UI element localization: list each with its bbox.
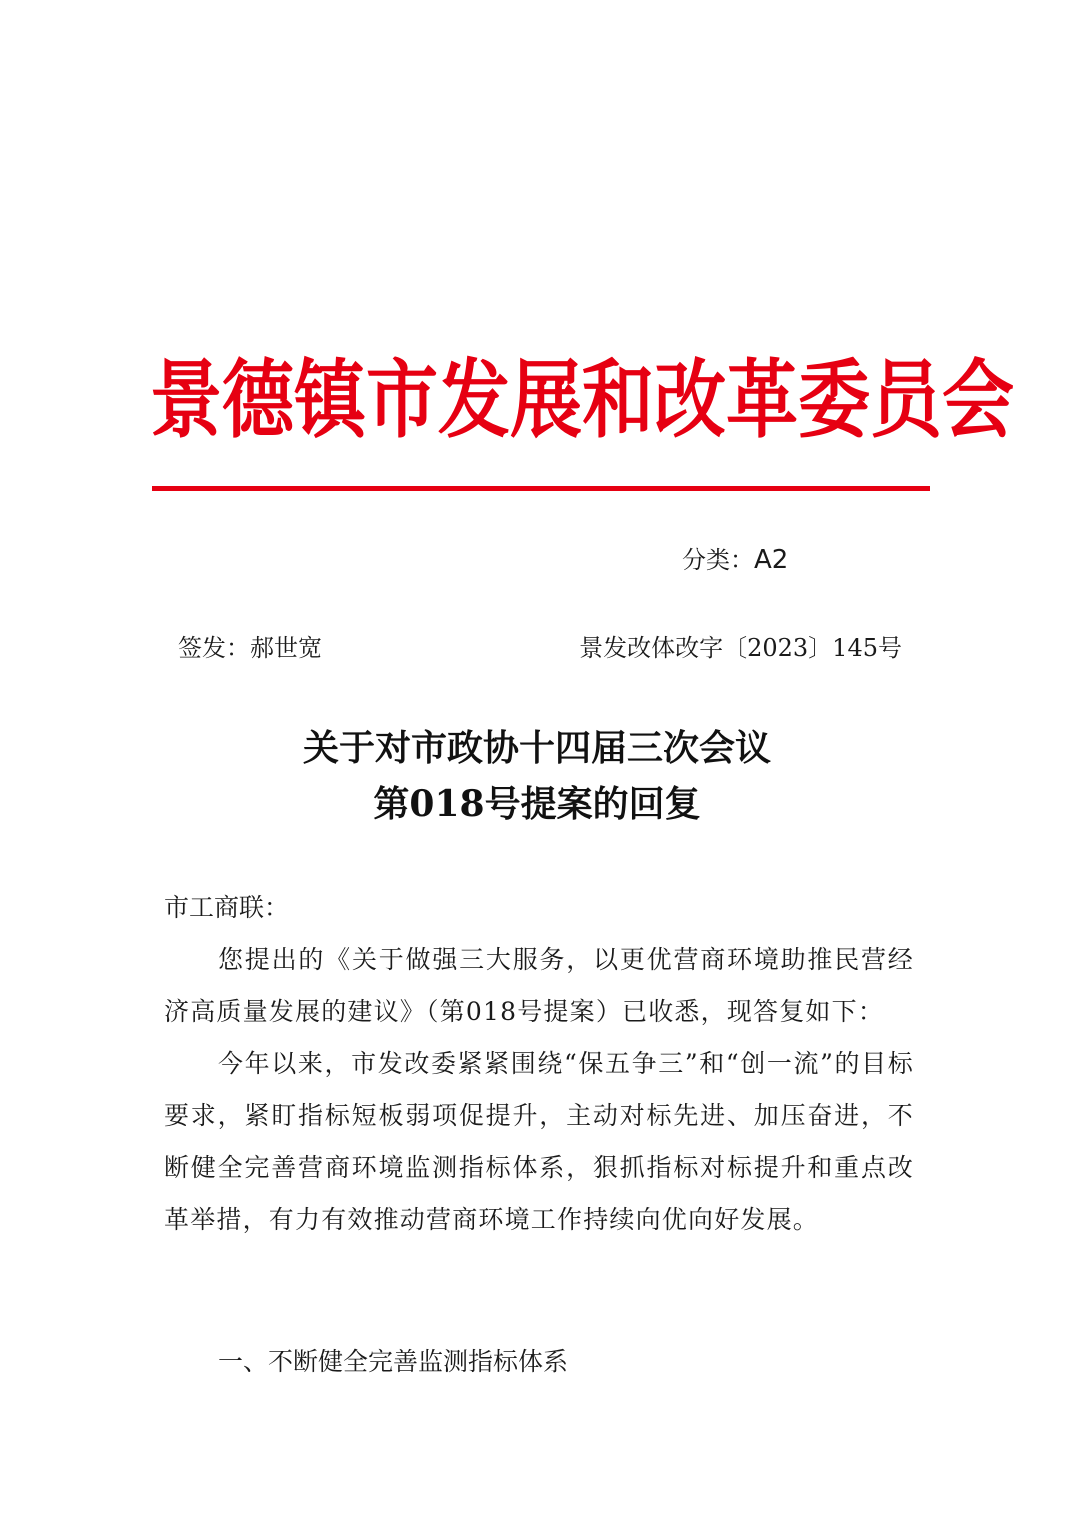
body-paragraph-1: 您提出的《关于做强三大服务，以更优营商环境助推民营经济高质量发展的建议》（第018号提案）已收悉，现答复如下： <box>164 945 914 1026</box>
classification-value: A2 <box>754 545 789 575</box>
classification-label: 分类： <box>682 546 754 574</box>
document-title <box>150 720 924 832</box>
title-line-1: 关于对市政协十四届三次会议 <box>302 727 771 769</box>
masthead-org-name: 景德镇市发展和改革委员会 <box>150 350 1015 450</box>
body-paragraph-2: 今年以来，市发改委紧紧围绕“保五争三”和“创一流”的目标要求，紧盯指标短板弱项促提升，主动对标先进、加压奋进，不断健全完善营商环境监测指标体系，狠抓指标对标提升和重点改革举措，有力有效推动营商环境工作持续向优向好发展。 <box>164 1049 914 1234</box>
section-heading-1: 一、不断健全完善监测指标体系 <box>218 1347 569 1376</box>
document-number: 景发改体改字〔2023〕145号 <box>579 634 902 662</box>
salutation: 市工商联： <box>164 893 290 922</box>
document-body <box>164 882 914 1246</box>
signer: 签发：郝世宽 <box>178 634 322 662</box>
masthead-red-rule <box>152 486 930 491</box>
classification <box>682 540 788 580</box>
title-line-2: 第018号提案的回复 <box>373 783 701 825</box>
